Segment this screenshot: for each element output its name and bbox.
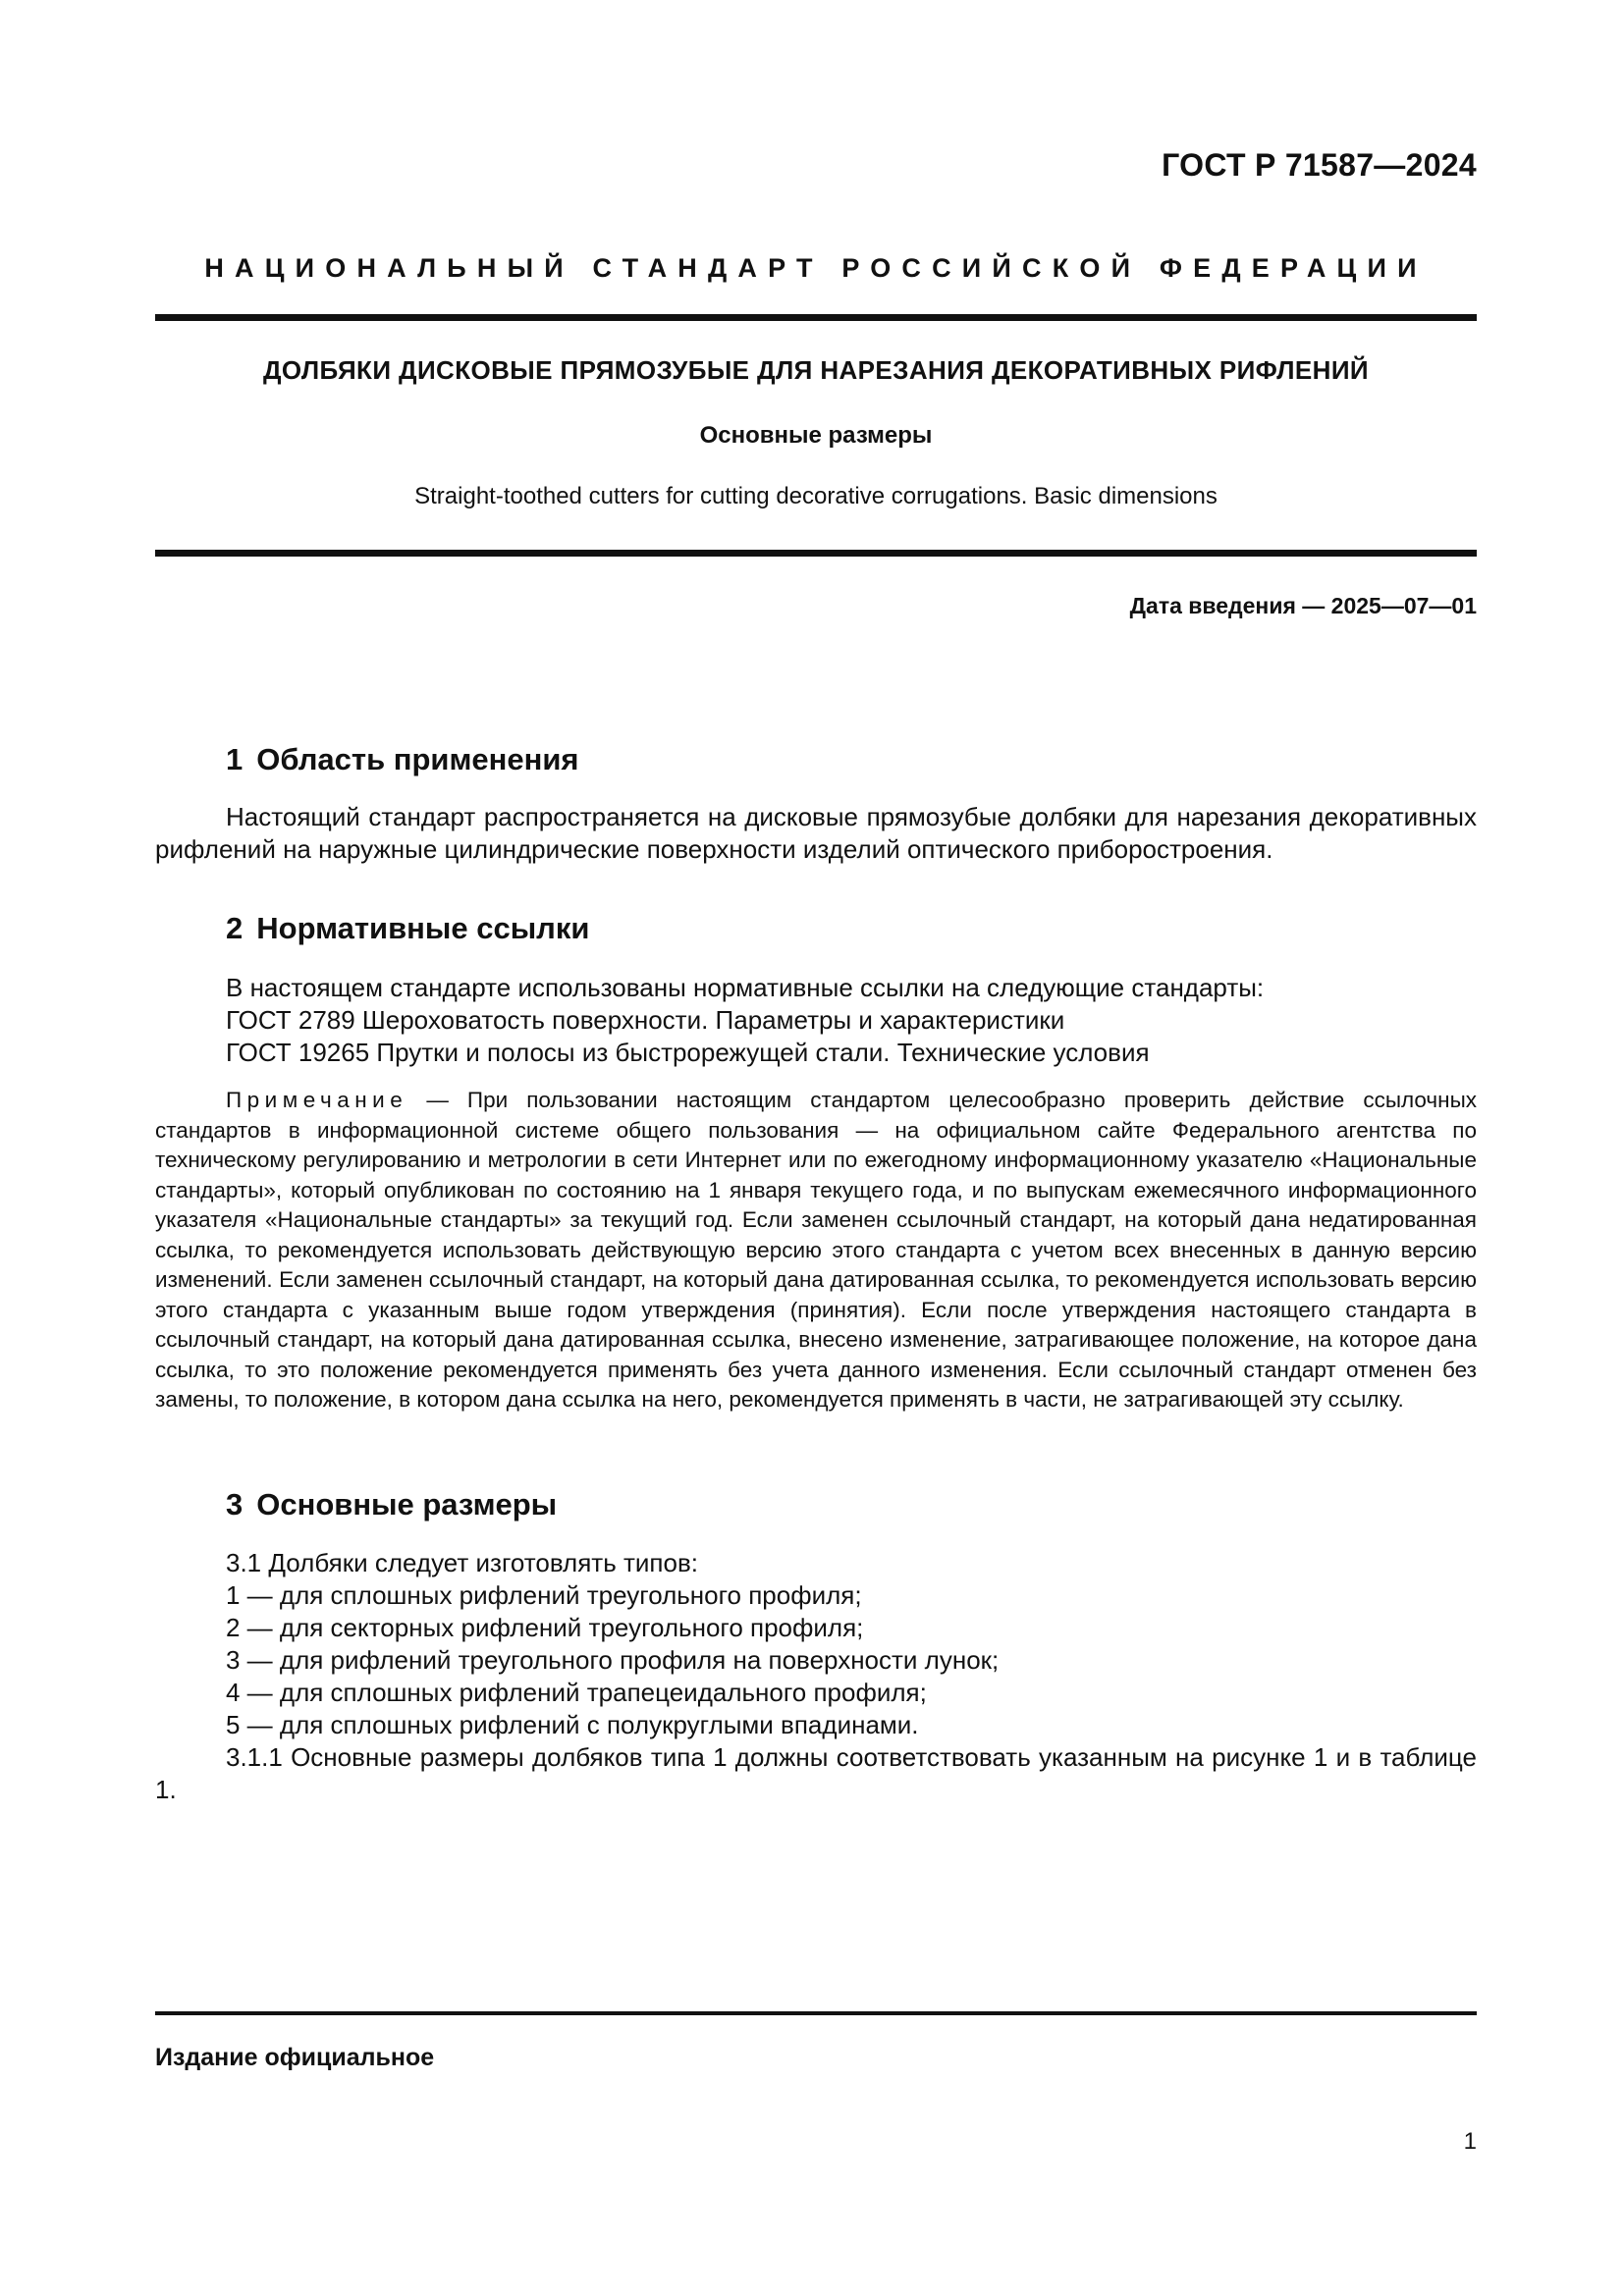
- document-subtitle: Основные размеры: [699, 422, 933, 449]
- top-divider: [155, 314, 1477, 321]
- section-title: Основные размеры: [256, 1487, 558, 1522]
- introduction-date: Дата введения — 2025—07—01: [1129, 593, 1477, 618]
- note-text: — При пользовании настоящим стандартом целесообразно проверить действие ссылочных стандартов в информационной системе общего пользования — на официальном сайте Федерального агентства по техническому регулированию и метрологии в сети Интернет или по ежегодному информационному указателю «Национальные стандарты», который опубликован по состоянию на 1 января текущего года, и по выпускам ежемесячного информационного указателя «Национальные стандарты» за текущий год. Если заменен ссылочный стандарт, на который дана недатированная ссылка, то рекомендуется использовать действующую версию этого стандарта с учетом всех внесенных в данную версию изменений. Если заменен ссылочный стандарт, на который дана датированная ссылка, то рекомендуется использовать версию этого стандарта с указанным выше годом утверждения (принятия). Если после утверждения настоящего стандарта в ссылочный стандарт, на который дана датированная ссылка, внесено изменение, затрагивающее положение, на которое дана ссылка, то это положение рекомендуется применять без учета данного изменения. Если ссылочный стандарт отменен без замены, то положение, в котором дана ссылка на него, рекомендуется применять в части, не затрагивающей эту ссылку.: [155, 1088, 1477, 1412]
- clause-3-1-1: [155, 1741, 1477, 1806]
- page-number: 1: [1463, 2128, 1477, 2155]
- title-divider: [155, 550, 1477, 557]
- list-item: 2 — для секторных рифлений треугольного профиля;: [226, 1613, 864, 1642]
- section-title: Нормативные ссылки: [256, 911, 590, 945]
- section-title: Область применения: [256, 742, 579, 776]
- list-item: 3.1 Долбяки следует изготовлять типов:: [226, 1548, 698, 1577]
- list-item: 4 — для сплошных рифлений трапецеидального профиля;: [226, 1678, 927, 1707]
- document-title: ДОЛБЯКИ ДИСКОВЫЕ ПРЯМОЗУБЫЕ ДЛЯ НАРЕЗАНИЯ ДЕКОРАТИВНЫХ РИФЛЕНИЙ: [262, 355, 1369, 385]
- paragraph-text: 3.1.1 Основные размеры долбяков типа 1 должны соответствовать указанным на рисунке 1 и в таблице 1.: [155, 1742, 1477, 1804]
- document-code: ГОСТ Р 71587—2024: [1162, 147, 1477, 183]
- paragraph-text: Настоящий стандарт распространяется на дисковые прямозубые долбяки для нарезания декоративных рифлений на наружные цилиндрические поверхности изделий оптического приборостроения.: [155, 802, 1477, 864]
- note-label: Примечание: [226, 1088, 408, 1112]
- official-edition-label: Издание официальное: [155, 2044, 435, 2071]
- section-1-paragraph: [155, 801, 1477, 866]
- section-2-heading: [226, 911, 589, 946]
- list-item: 3 — для рифлений треугольного профиля на поверхности лунок;: [226, 1645, 1000, 1675]
- list-item: ГОСТ 19265 Прутки и полосы из быстрорежущей стали. Технические условия: [226, 1038, 1150, 1067]
- english-title: Straight-toothed cutters for cutting decorative corrugations. Basic dimensions: [414, 483, 1218, 509]
- list-item: 1 — для сплошных рифлений треугольного профиля;: [226, 1580, 862, 1610]
- cutter-types-list: [155, 1547, 1477, 1741]
- list-item: ГОСТ 2789 Шероховатость поверхности. Параметры и характеристики: [226, 1005, 1065, 1035]
- section-1-heading: [226, 742, 579, 777]
- list-item: В настоящем стандарте использованы нормативные ссылки на следующие стандарты:: [226, 973, 1265, 1002]
- footer-divider: [155, 2011, 1477, 2015]
- section-number: 2: [226, 911, 244, 945]
- section-number: 1: [226, 742, 244, 776]
- normative-references-list: [155, 972, 1477, 1069]
- national-standard-banner: НАЦИОНАЛЬНЫЙ СТАНДАРТ РОССИЙСКОЙ ФЕДЕРАЦИИ: [204, 253, 1428, 283]
- section-3-heading: [226, 1487, 557, 1522]
- references-note: [155, 1086, 1477, 1415]
- list-item: 5 — для сплошных рифлений с полукруглыми впадинами.: [226, 1710, 919, 1739]
- section-number: 3: [226, 1487, 244, 1522]
